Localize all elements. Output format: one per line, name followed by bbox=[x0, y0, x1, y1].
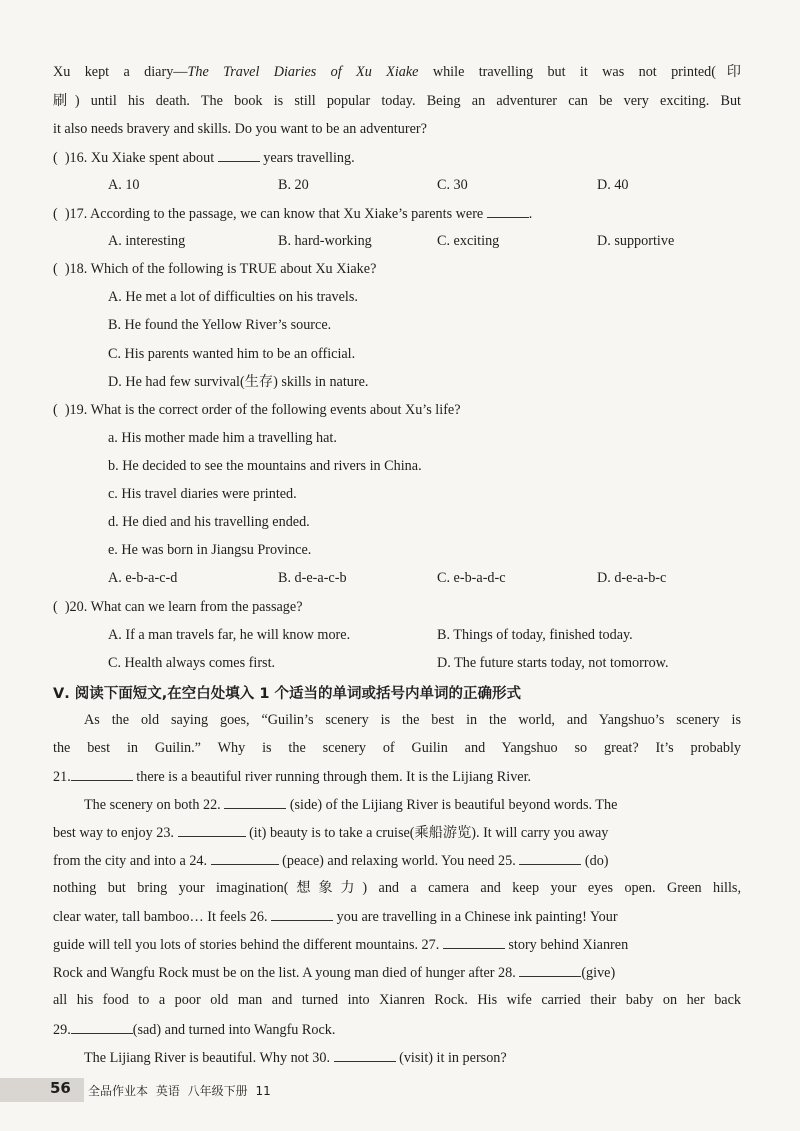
question-stem: . bbox=[528, 206, 533, 222]
answer-blank-29[interactable] bbox=[71, 1019, 133, 1034]
question-18 bbox=[53, 259, 376, 279]
passage-text: while travelling but it was not printed(印 bbox=[418, 64, 741, 80]
option-c: C. exciting bbox=[437, 233, 500, 249]
cloze-line bbox=[53, 934, 628, 955]
cloze-text: there is a beautiful river running through them. It is the Lijiang River. bbox=[132, 769, 532, 785]
answer-blank-24[interactable] bbox=[211, 850, 279, 865]
cloze-text: story behind Xianren bbox=[504, 937, 629, 953]
answer-bracket: ( )19. bbox=[53, 402, 88, 418]
cloze-line bbox=[84, 1047, 507, 1068]
passage-line-3: it also needs bravery and skills. Do you want to be an adventurer? bbox=[53, 121, 427, 137]
question-17 bbox=[53, 203, 532, 224]
answer-bracket: ( )16. bbox=[53, 150, 88, 166]
answer-blank-22[interactable] bbox=[224, 794, 286, 809]
blank-number: 29. bbox=[53, 1022, 71, 1038]
cloze-line: As the old saying goes, “Guilin’s scenery is the best in the world, and Yangshuo’s scenery is bbox=[84, 712, 741, 728]
event-item: c. His travel diaries were printed. bbox=[108, 486, 297, 502]
section-heading: Ⅴ. 阅读下面短文,在空白处填入 1 个适当的单词或括号内单词的正确形式 bbox=[53, 686, 521, 702]
page-number: 56 bbox=[50, 1079, 71, 1097]
option-b: B. 20 bbox=[278, 177, 309, 193]
cloze-line: all his food to a poor old man and turned into Xianren Rock. His wife carried their baby on her back bbox=[53, 992, 741, 1008]
option-d: D. supportive bbox=[597, 233, 675, 249]
answer-blank-26[interactable] bbox=[271, 906, 333, 921]
option-a: A. He met a lot of difficulties on his travels. bbox=[108, 289, 358, 305]
option-a: A. interesting bbox=[108, 233, 186, 249]
passage-text: Xu kept a diary— bbox=[53, 64, 188, 80]
question-stem: years travelling. bbox=[263, 150, 355, 166]
cloze-text: The scenery on both 22. bbox=[84, 797, 221, 813]
option-c: C. e-b-a-d-c bbox=[437, 570, 506, 586]
option-a: A. 10 bbox=[108, 177, 140, 193]
question-16 bbox=[53, 147, 355, 168]
cloze-line bbox=[53, 906, 618, 927]
option-a: A. If a man travels far, he will know more. bbox=[108, 627, 351, 643]
question-20 bbox=[53, 597, 303, 617]
answer-blank-21[interactable] bbox=[71, 766, 133, 781]
answer-blank-25[interactable] bbox=[519, 850, 581, 865]
event-item: a. His mother made him a travelling hat. bbox=[108, 430, 337, 446]
cloze-text: clear water, tall bamboo… It feels 26. bbox=[53, 909, 268, 925]
cloze-text: Rock and Wangfu Rock must be on the list. A young man died of hunger after 28. bbox=[53, 965, 516, 981]
event-item: b. He decided to see the mountains and rivers in China. bbox=[108, 458, 422, 474]
cloze-text: The Lijiang River is beautiful. Why not 30. bbox=[84, 1050, 331, 1066]
cloze-text: (side) of the Lijiang River is beautiful beyond words. The bbox=[289, 797, 618, 813]
answer-blank[interactable] bbox=[487, 203, 529, 218]
answer-bracket: ( )18. bbox=[53, 261, 88, 277]
answer-bracket: ( )17. bbox=[53, 206, 88, 222]
option-d: D. 40 bbox=[597, 177, 629, 193]
option-d: D. d-e-a-b-c bbox=[597, 570, 667, 586]
answer-blank[interactable] bbox=[218, 147, 260, 162]
blank-number: 21. bbox=[53, 769, 71, 785]
cloze-text: you are travelling in a Chinese ink painting! Your bbox=[333, 909, 618, 925]
cloze-line bbox=[53, 850, 609, 871]
question-stem: What is the correct order of the following events about Xu’s life? bbox=[90, 402, 461, 418]
cloze-text: from the city and into a 24. bbox=[53, 853, 208, 869]
answer-blank-28[interactable] bbox=[519, 962, 581, 977]
event-item: d. He died and his travelling ended. bbox=[108, 514, 310, 530]
cloze-text: best way to enjoy 23. bbox=[53, 825, 174, 841]
cloze-text: (it) beauty is to take a cruise(乘船游览). It will carry you away bbox=[249, 825, 609, 841]
option-b: B. hard-working bbox=[278, 233, 372, 249]
question-stem: Xu Xiake spent about bbox=[90, 150, 215, 166]
cloze-text: (give) bbox=[581, 965, 616, 981]
question-stem: Which of the following is TRUE about Xu Xiake? bbox=[90, 261, 377, 277]
answer-blank-27[interactable] bbox=[443, 934, 505, 949]
option-d: D. The future starts today, not tomorrow. bbox=[437, 655, 669, 671]
option-c: C. 30 bbox=[437, 177, 468, 193]
answer-blank-23[interactable] bbox=[178, 822, 246, 837]
cloze-text: (peace) and relaxing world. You need 25. bbox=[282, 853, 516, 869]
book-title: The Travel Diaries of Xu Xiake bbox=[187, 64, 419, 80]
passage-line-2: 刷) until his death. The book is still popular today. Being an adventurer can be very exciting. But bbox=[53, 93, 741, 109]
option-d: D. He had few survival(生存) skills in nature. bbox=[108, 374, 369, 390]
cloze-line: nothing but bring your imagination(想象力) and a camera and keep your eyes open. Green hills, bbox=[53, 880, 741, 896]
passage-line-1 bbox=[53, 62, 741, 82]
cloze-line bbox=[53, 822, 608, 843]
cloze-text: guide will tell you lots of stories behind the different mountains. 27. bbox=[53, 937, 440, 953]
question-stem: According to the passage, we can know that Xu Xiake’s parents were bbox=[90, 206, 484, 222]
footer-bar bbox=[0, 1078, 84, 1102]
book-info: 全品作业本 英语 八年级下册 11 bbox=[88, 1084, 271, 1098]
cloze-text: (do) bbox=[584, 853, 609, 869]
cloze-text: (visit) it in person? bbox=[399, 1050, 507, 1066]
cloze-line bbox=[53, 962, 615, 983]
event-item: e. He was born in Jiangsu Province. bbox=[108, 542, 312, 558]
cloze-line bbox=[84, 794, 617, 815]
cloze-text: (sad) and turned into Wangfu Rock. bbox=[132, 1022, 336, 1038]
option-b: B. Things of today, finished today. bbox=[437, 627, 633, 643]
cloze-line bbox=[53, 1019, 335, 1040]
answer-bracket: ( )20. bbox=[53, 599, 88, 615]
answer-blank-30[interactable] bbox=[334, 1047, 396, 1062]
cloze-line bbox=[53, 766, 531, 787]
option-b: B. He found the Yellow River’s source. bbox=[108, 317, 332, 333]
option-c: C. Health always comes first. bbox=[108, 655, 276, 671]
question-stem: What can we learn from the passage? bbox=[90, 599, 303, 615]
question-19 bbox=[53, 400, 461, 420]
option-a: A. e-b-a-c-d bbox=[108, 570, 178, 586]
cloze-line: the best in Guilin.” Why is the scenery of Guilin and Yangshuo so great? It’s probably bbox=[53, 740, 741, 756]
option-b: B. d-e-a-c-b bbox=[278, 570, 347, 586]
option-c: C. His parents wanted him to be an official. bbox=[108, 346, 356, 362]
